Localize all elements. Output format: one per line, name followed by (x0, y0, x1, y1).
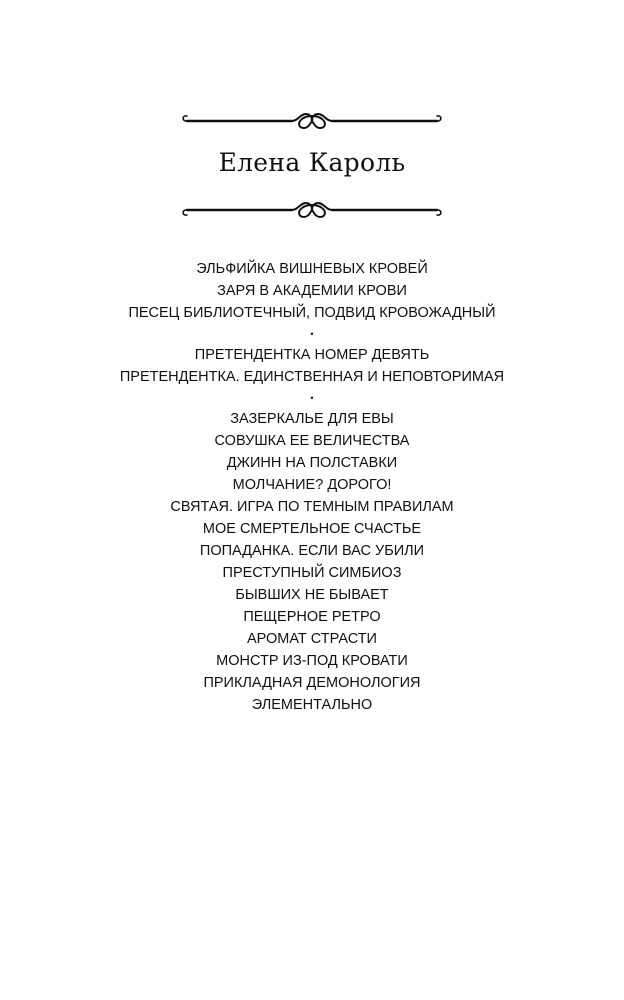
separator-bullet: • (310, 329, 314, 339)
book-title: ПРЕТЕНДЕНТКА. ЕДИНСТВЕННАЯ И НЕПОВТОРИМАЯ (119, 369, 505, 385)
book-title: ПОПАДАНКА. ЕСЛИ ВАС УБИЛИ (199, 543, 425, 559)
author-name: Елена Кароль (218, 148, 406, 177)
book-title: МОЛЧАНИЕ? ДОРОГО! (232, 477, 392, 493)
book-title: ЭЛЕМЕНТАЛЬНО (251, 697, 373, 713)
book-title: ПРИКЛАДНАЯ ДЕМОНОЛОГИЯ (203, 675, 421, 691)
book-title: МОЕ СМЕРТЕЛЬНОЕ СЧАСТЬЕ (202, 521, 422, 537)
book-title: ЗАЗЕРКАЛЬЕ ДЛЯ ЕВЫ (230, 411, 394, 427)
book-title: ПЕЩЕРНОЕ РЕТРО (243, 609, 381, 625)
book-title: ЭЛЬФИЙКА ВИШНЕВЫХ КРОВЕЙ (196, 261, 428, 277)
book-title: СВЯТАЯ. ИГРА ПО ТЕМНЫМ ПРАВИЛАМ (170, 499, 454, 515)
book-list (0, 258, 624, 716)
book-title: МОНСТР ИЗ-ПОД КРОВАТИ (216, 653, 408, 669)
book-title: АРОМАТ СТРАСТИ (247, 631, 377, 647)
separator-bullet: • (310, 393, 314, 403)
book-title: ЗАРЯ В АКАДЕМИИ КРОВИ (217, 283, 407, 299)
book-title: БЫВШИХ НЕ БЫВАЕТ (235, 587, 389, 603)
book-title: СОВУШКА ЕЕ ВЕЛИЧЕСТВА (214, 433, 410, 449)
top-ornament-icon (180, 111, 444, 131)
book-title: ПРЕСТУПНЫЙ СИМБИОЗ (222, 565, 402, 581)
bottom-ornament-icon (180, 200, 444, 220)
book-title: ДЖИНН НА ПОЛСТАВКИ (226, 455, 398, 471)
book-title: ПРЕТЕНДЕНТКА НОМЕР ДЕВЯТЬ (194, 347, 430, 363)
book-title: ПЕСЕЦ БИБЛИОТЕЧНЫЙ, ПОДВИД КРОВОЖАДНЫЙ (128, 305, 496, 321)
